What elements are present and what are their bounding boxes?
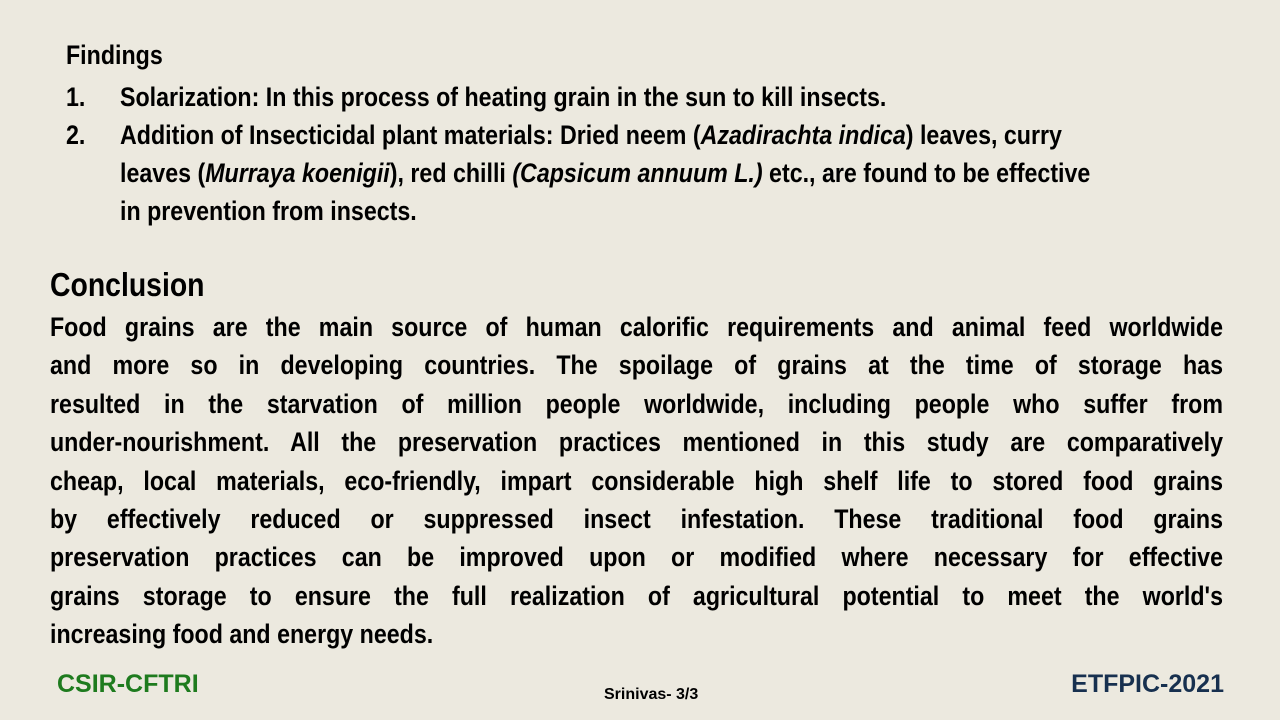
paragraph-line — [50, 308, 1223, 346]
finding-number: 1. — [66, 82, 86, 112]
conclusion-heading: Conclusion — [50, 266, 205, 303]
paragraph-line — [50, 615, 1223, 653]
line-text: under-nourishment. All the preservation practices mentioned in this study are comparatively — [50, 427, 1223, 458]
footer-event: ETFPIC-2021 — [1071, 670, 1224, 698]
text-segment: leaves ( — [120, 158, 206, 188]
finding-text-line — [120, 116, 1071, 154]
findings-heading: Findings — [66, 40, 163, 70]
line-text: and more so in developing countries. The spoilage of grains at the time of storage has — [50, 350, 1223, 381]
findings-list — [66, 78, 1226, 230]
finding-text: Solarization: In this process of heating grain in the sun to kill insects. — [120, 82, 887, 112]
paragraph-line — [50, 500, 1223, 538]
paragraph-line — [50, 538, 1223, 576]
paragraph-line — [50, 462, 1223, 500]
line-text: Food grains are the main source of human calorific requirements and animal feed worldwide — [50, 312, 1223, 342]
text-segment: ), red chilli — [389, 158, 513, 188]
paragraph-line — [50, 385, 1223, 423]
paragraph-line — [50, 346, 1223, 384]
paragraph-line — [50, 577, 1223, 615]
finding-number: 2. — [66, 120, 86, 150]
line-text: by effectively reduced or suppressed insect infestation. These traditional food grains — [50, 503, 1223, 534]
text-segment: Addition of Insecticidal plant materials: Dried neem ( — [120, 120, 701, 150]
line-text: cheap, local materials, eco-friendly, impart considerable high shelf life to stored food grains — [50, 465, 1223, 496]
finding-text-line: in prevention from insects. — [120, 196, 417, 226]
text-segment: etc., are found to be effective — [762, 158, 1091, 188]
line-text: preservation practices can be improved upon or modified where necessary for effective — [50, 542, 1224, 573]
conclusion-paragraph — [50, 308, 1223, 654]
finding-item-1 — [66, 78, 1226, 116]
footer-slide-number: Srinivas- 3/3 — [604, 686, 699, 703]
finding-text-line — [120, 154, 1091, 192]
line-text: grains storage to ensure the full realization of agricultural potential to meet the world's — [50, 580, 1223, 611]
scientific-name: Azadirachta indica — [700, 120, 906, 150]
scientific-name: (Capsicum annuum L.) — [512, 158, 763, 188]
text-segment: ) leaves, curry — [905, 120, 1062, 150]
scientific-name: Murraya koenigii — [205, 158, 390, 188]
line-text: resulted in the starvation of million people worldwide, including people who suffer from — [50, 388, 1223, 419]
paragraph-line — [50, 423, 1223, 461]
finding-item-2 — [66, 116, 1226, 230]
line-text: increasing food and energy needs. — [50, 619, 434, 650]
footer-organization: CSIR-CFTRI — [57, 670, 199, 698]
